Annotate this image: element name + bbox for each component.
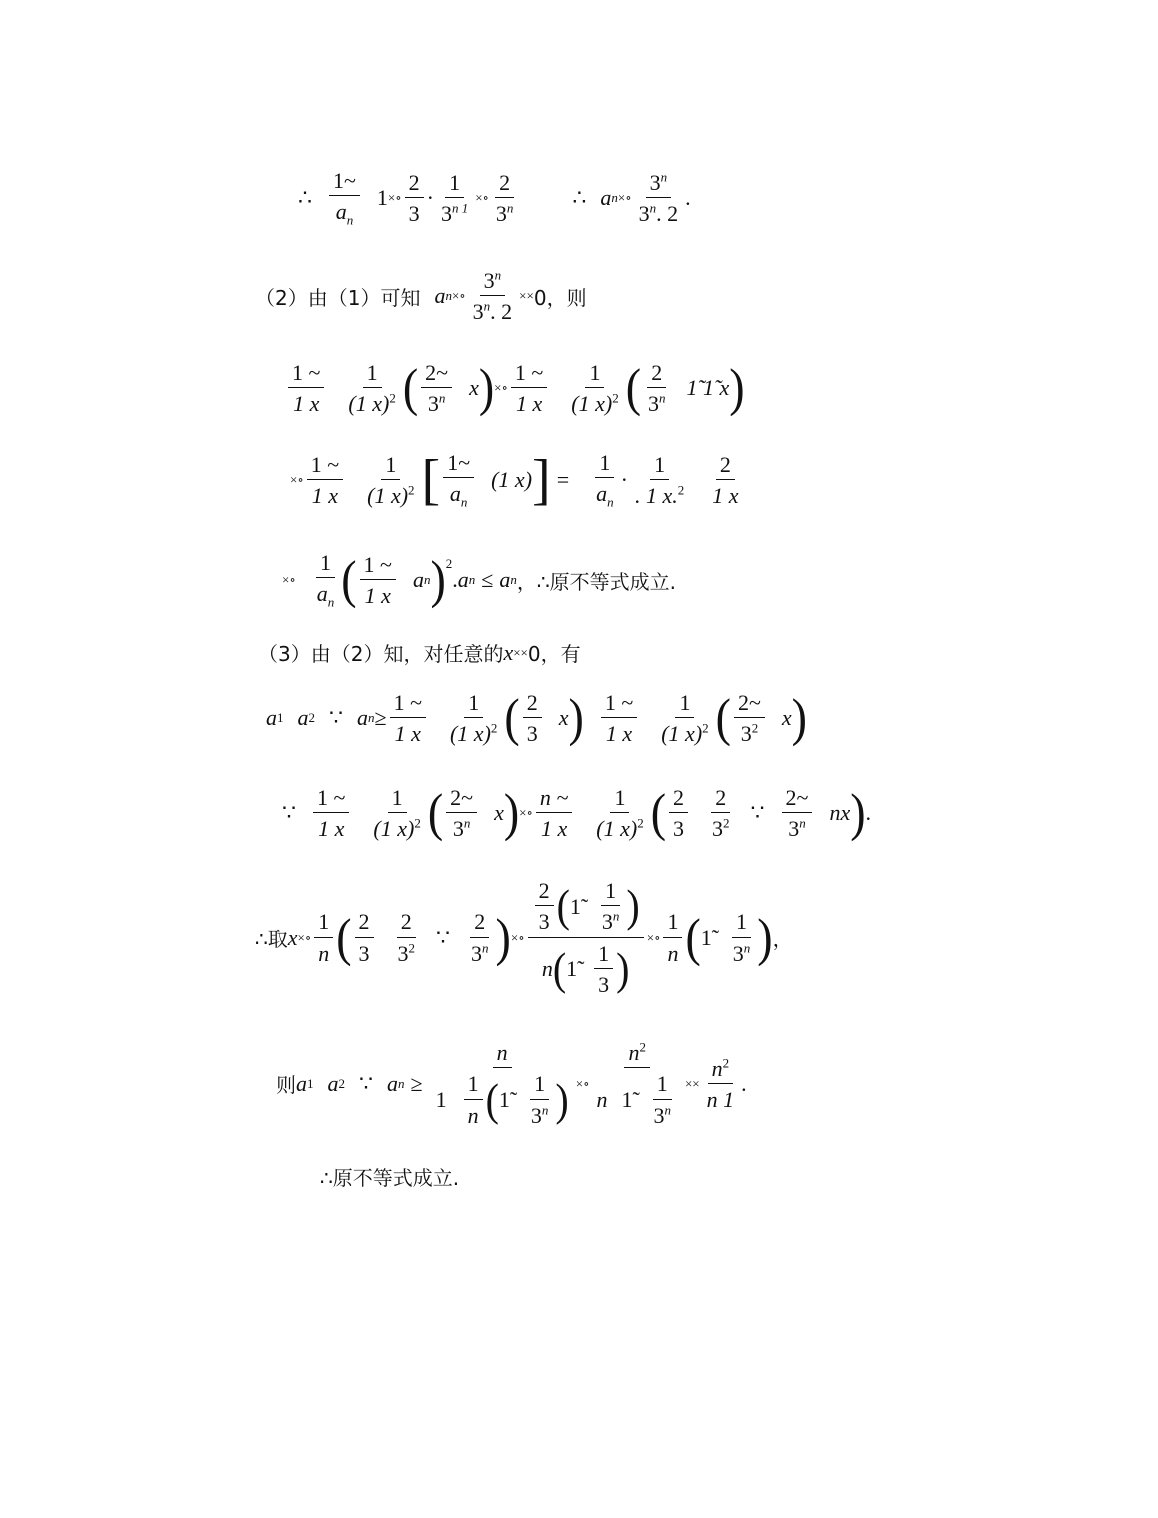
fraction: $\frac{2\sim}{3^n}$ (421, 360, 452, 417)
fraction: $\frac{1 \sim}{1 x}$ (390, 690, 426, 747)
fraction: $\frac{2\sim}{3^2}$ (734, 690, 765, 747)
equation-line-11 (320, 1162, 459, 1191)
fraction: $\frac{1 \sim}{1 x}$ (313, 785, 349, 842)
fraction: $\frac{1}{(1 x)^2}$ (661, 690, 709, 747)
fraction: $\frac{1}{(1 x)^2}$ (449, 690, 498, 747)
left-paren: ( (402, 358, 419, 418)
right-paren: ) (729, 358, 745, 418)
fraction: $\frac{2}{3^n}$ (471, 909, 489, 966)
left-paren: ( (625, 358, 642, 418)
compound-fraction: $\frac{2}{3}$ ( 1̃ $\frac{1}{3^n}$ ) n ( 1̃ $\frac{1}{3}$ ) (528, 878, 644, 997)
conclusion-text: ∴原不等式成立. (320, 1166, 460, 1190)
equation-line-8: ∵ $\frac{1 \sim}{1 x}$ $\frac{1}{(1 x)^2}$ ( $\frac{2\sim}{3^n}$ x ) ×∘ $\frac{n \sim}{1 x}$ $\frac{1}{(1 x)^2}$ ( $\frac{2}{3}$ $\frac{2}{3^2}$ ∵ $\frac{2\sim}{3^n}$ nx ) . (282, 783, 872, 843)
fraction: $\frac{2}{3}$ (405, 170, 424, 227)
fraction: $\frac{1}{n}$ (314, 909, 333, 966)
right-paren: ) (430, 550, 446, 610)
fraction: $\frac{1}{3^{n 1}}$ (440, 170, 469, 227)
equation-line-7: a 1 a 2 ∵ a n ≥ $\frac{1 \sim}{1 x}$ $\frac{1}{(1 x)^2}$ ( $\frac{2}{3}$ x ) $\frac{1 \sim}{1 x}$ $\frac{1}{(1 x)^2}$ ( $\frac{2\sim}{3^2}$ x ) (266, 688, 807, 748)
right-bracket: ] (532, 449, 551, 512)
equation-line-10: 则 a 1 a 2 ∵ a n ≥ n 1 $\frac{1}{n}$ ( 1̃ $\frac{1}{3^n}$ ) ×∘ $n^2$ n 1̃ $\frac{1}{3^n}$ ×× $\frac{n^2}{n 1}$ . (276, 1039, 747, 1128)
therefore-symbol: ∴ (298, 185, 312, 211)
fraction: $\frac{2}{3^n}$ (495, 170, 514, 227)
fraction: $\frac{1\sim}{a_n}$ (329, 168, 360, 229)
fraction: $\frac{2\sim}{3^n}$ (446, 785, 477, 842)
right-paren: ) (478, 358, 495, 418)
fraction: $\frac{2}{1 x}$ (712, 452, 739, 509)
fraction: $\frac{1}{(1 x)^2}$ (596, 785, 644, 842)
fraction: $\frac{1 \sim}{1 x}$ (307, 452, 343, 509)
fraction: $\frac{1}{n}$ (663, 909, 682, 966)
fraction: $\frac{1}{(1 x)^2}$ (348, 360, 396, 417)
fraction: $\frac{3^n}{3^n. 2}$ (472, 267, 513, 325)
compound-fraction: n 1 $\frac{1}{n}$ ( 1̃ $\frac{1}{3^n}$ ) (435, 1040, 569, 1128)
equation-line-9: ∴取 x ×∘ $\frac{1}{n}$ ( $\frac{2}{3}$ $\frac{2}{3^2}$ ∵ $\frac{2}{3^n}$ ) ×∘ $\frac{2}{3}$ ( 1̃ $\frac{1}{3^n}$ ) n ( 1̃ $\frac{1}{3}$ ) ×∘ $\frac{1}{n}$ ( 1̃ $\frac{1}{3^n}$ ) ， (255, 878, 793, 997)
fraction: $\frac{2}{3}$ (523, 690, 542, 747)
fraction: $\frac{1\sim}{a_n}$ (443, 450, 474, 511)
equation-line-1: ∴ $\frac{1\sim}{a_n}$ 1 ×∘ $\frac{2}{3}$ · $\frac{1}{3^{n 1}}$ ×∘ $\frac{2}{3^n}$ ∴ a n ×∘ $\frac{3^n}{3^n. 2}$ . (298, 168, 691, 228)
fraction: $\frac{2}{3^2}$ (712, 785, 730, 842)
equation-line-3: $\frac{1 \sim}{1 x}$ $\frac{1}{(1 x)^2}$ ( $\frac{2\sim}{3^n}$ x ) ×∘ $\frac{1 \sim}{1 x}$ $\frac{1}{(1 x)^2}$ ( $\frac{2}{3^n}$ 1̃ 1̃ x ) (285, 360, 745, 417)
equation-line-2: （2）由（1）可知 a n ×∘ $\frac{3^n}{3^n. 2}$ ×× 0，则 (255, 267, 587, 325)
fraction: $\frac{2}{3^2}$ (397, 909, 416, 966)
compound-fraction: $n^2$ n 1̃ $\frac{1}{3^n}$ (596, 1039, 671, 1128)
fraction: $\frac{1}{. 1 x.^2}$ (634, 452, 685, 509)
conclusion-text: ，∴原不等式成立. (516, 569, 676, 594)
left-paren: ( (341, 550, 357, 610)
fraction: $\frac{1}{a_n}$ (596, 450, 614, 510)
fraction: $\frac{1 \sim}{1 x}$ (601, 690, 637, 747)
fraction: $\frac{2}{3}$ (669, 785, 688, 842)
fraction: $\frac{1}{(1 x)^2}$ (367, 452, 415, 509)
fraction: $\frac{n \sim}{1 x}$ (536, 785, 572, 842)
left-bracket: [ (421, 449, 441, 512)
fraction: $\frac{1}{3^n}$ (732, 909, 751, 966)
fraction: $\frac{n^2}{n 1}$ (706, 1055, 735, 1112)
fraction: $\frac{1}{(1 x)^2}$ (373, 785, 421, 842)
equation-line-6: （3）由（2）知，对任意的 x ×× 0，有 (258, 639, 581, 666)
fraction: $\frac{1 \sim}{1 x}$ (288, 360, 324, 417)
fraction: $\frac{1 \sim}{1 x}$ (360, 552, 396, 609)
fraction: $\frac{1}{(1 x)^2}$ (571, 360, 619, 417)
fraction: $\frac{1 \sim}{1 x}$ (511, 360, 547, 417)
equation-line-4: ×∘ $\frac{1 \sim}{1 x}$ $\frac{1}{(1 x)^2}$ [ $\frac{1\sim}{a_n}$ (1 x) ] = $\frac{1}{a_n}$ · $\frac{1}{. 1 x.^2}$ $\frac{2}{1 x}$ (290, 450, 745, 511)
fraction: $\frac{2\sim}{3^n}$ (782, 785, 813, 842)
fraction: $\frac{2}{3^n}$ (648, 360, 666, 417)
fraction: $\frac{1}{a_n}$ (316, 550, 335, 610)
equation-line-5: ×∘ $\frac{1}{a_n}$ ( $\frac{1 \sim}{1 x}$ a n ) $^2$ . a n ≤ a n ，∴原不等式成立. (282, 550, 676, 610)
fraction: $\frac{3^n}{3^n. 2}$ (638, 169, 679, 227)
fraction: $\frac{2}{3}$ (355, 909, 374, 966)
section-text: （3）由（2）知，对任意的 (258, 642, 504, 666)
section-text: （2）由（1）可知 (255, 285, 421, 310)
